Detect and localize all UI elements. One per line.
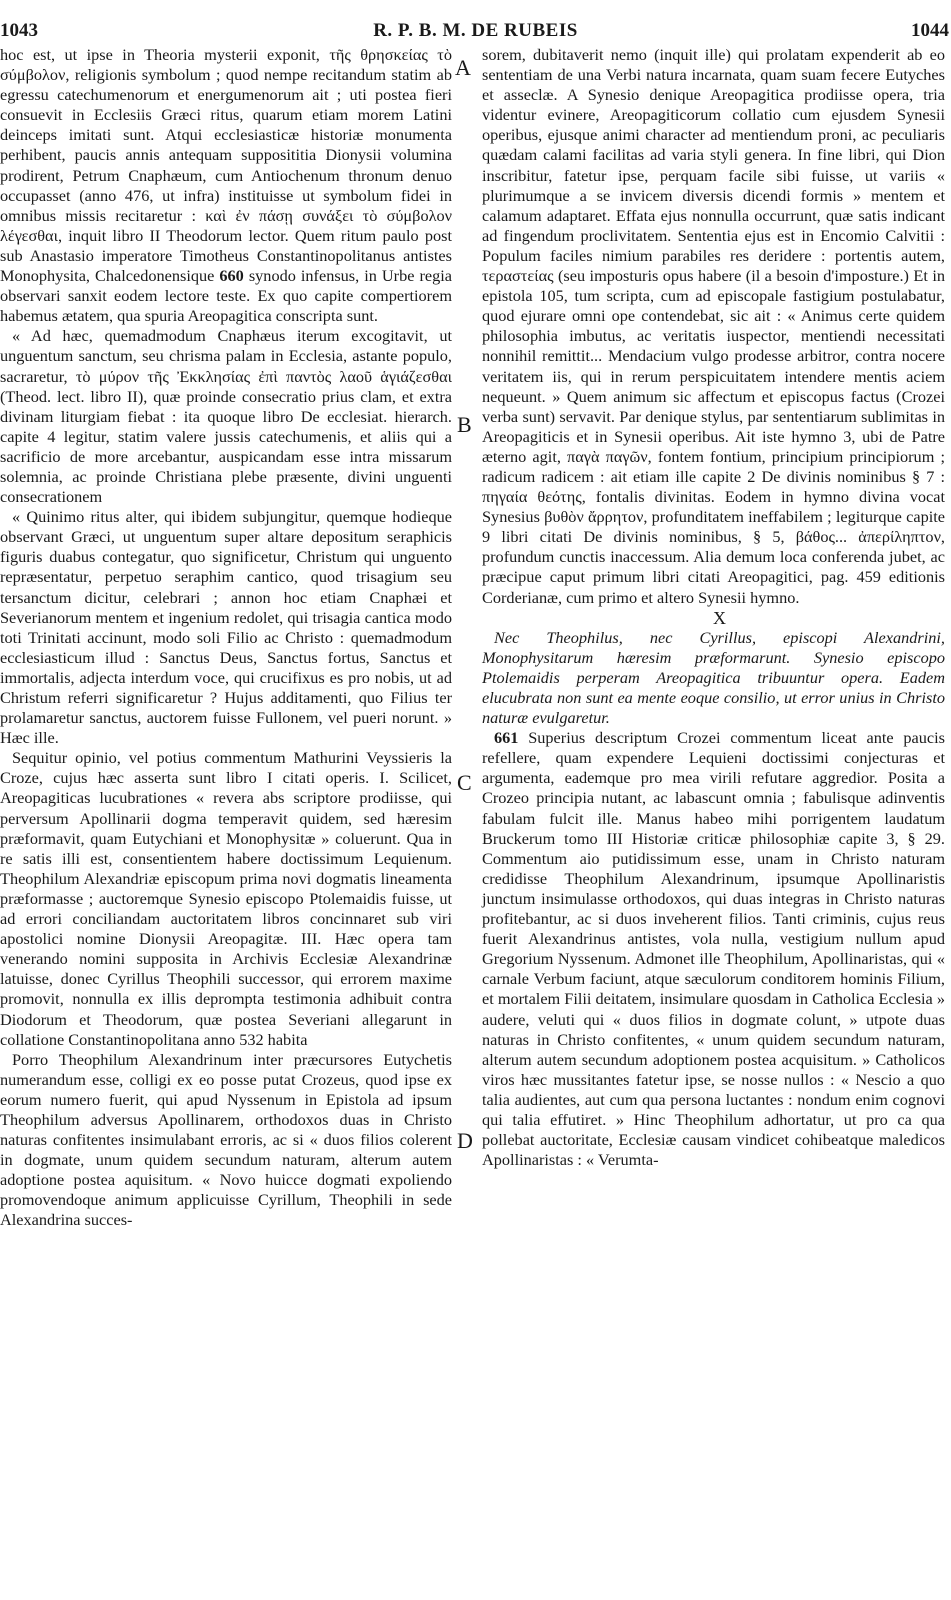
left-paragraph: « Quinimo ritus alter, qui ibidem subjungitur, quemque hodieque observant Græci, ut unguentum super altare depositum seraphicis figuris duabus contegatur, quo significetur, Christum qui unguento repræsentatur, perpetuo seraphim cantico, quod trisagium seu tersanctum dicitur, celebrari ; annon hoc etiam Cnaphæi et Severianorum mentem et ingenium redolet, qui trisagia cantica modo toti Trinitati accinunt, modo soli Filio ac Christo : quemadmodum ecclesiasticum illud : Sanctus Deus, Sanctus fortus, Sanctus et immortalis, adjecta interdum voce, qui crucifixus es pro nobis, ut ad Christum referri significaretur ? Hujus additamenti, quo Filius ter prolamaretur sanctus, auctorem fuisse Fullonem, vel pueri norunt. » Hæc ille. <box>0 507 452 748</box>
left-paragraph: « Ad hæc, quemadmodum Cnaphæus iterum excogitavit, ut unguentum sanctum, seu chrisma palam in Ecclesia, astante populo, sacraretur, τὸ μύρον τῆς Ἐκκλησίας ἐπὶ παντὸς λαοῦ ἁγιάζεσθαι (Theod. lect. libro II), quæ proinde consecratio prius clam, et extra divinam liturgiam fiebat : ita quoque libro De ecclesiat. hierarch. capite 4 legitur, statim valere jussis catechumenis, et aliis qui a sacrificio de more arcebantur, auspicandam esse intra missarum solemnia, ac proinde Christiana plebe præsente, divini unguenti consecrationem <box>0 326 452 507</box>
page-header <box>0 12 951 42</box>
section-number: 661 <box>494 728 519 748</box>
section-number: 660 <box>219 266 244 286</box>
margin-letter-a: A <box>455 55 471 80</box>
right-column <box>482 45 945 1170</box>
margin-letter-d: D <box>457 1128 473 1153</box>
left-paragraph: Sequitur opinio, vel potius commentum Mathurini Veyssieris la Croze, cujus hæc asserta sunt libro I citati operis. I. Scilicet, Areopagiticas lucubrationes « revera abs scriptore prodiisse, qui perversum Apollinarii dogma temperavit quidem, sed hæresim præformavit, quam Eutychiani et Monophysitæ » coluerunt. Qua in re satis illi est, consentientem habere doctissimum Lequienum. Theophilum Alexandriæ episcopum prima novi dogmatis lineamenta præformasse ; auctoremque Synesio episcopo Ptolemaidis fuisse, ut ad errori conciliandam auctoritatem libros concinnaret sub viri apostolici nomine Dionysii Areopagitæ. III. Hæc opera tam venerando nomini supposita in Archivis Ecclesiæ Alexandrinæ latuisse, donec Cyrillus Theophili successor, qui errorem maxime promovit, nonnulla ex illis deprompta testimonia adhibuit contra Diodorum et Theodorum, quæ postea Severiani allegarunt in collatione Constantinopolitana anno 532 habita <box>0 748 452 1049</box>
left-column <box>0 45 452 1231</box>
right-paragraph-text: Superius descriptum Crozei commentum liceat ante paucis refellere, quam expendere Lequieni doctissimi conjecturas et argumenta, eademque pro mea virili refutare aggredior. Posita a Crozeo principia nutant, ac labascunt omnia ; fabulisque adinventis fabulam fulcit ille. Manus habeo mihi porrigentem laudatum Bruckerum tomo III Historiæ criticæ philosophiæ capite 3, § 29. Commentum aio putidissimum esse, unam in Christo naturam credidisse Theophilum Alexandrinum, ipsumque Apollinaristis junctum insimulasse orthodoxos, qui duas integras in Christo naturas profitebantur, ac si duos inveherent filios. Tanti criminis, cujus reus fuerit Alexandrinus antistes, vola nulla, vestigium nullum apud Gregorium Nyssenum. Admonet ille Theophilum, Apollinaristas, qui « carnale Verbum faciunt, atque sæculorum conditorem hominis Filium, et mortalem Filii deitatem, insimulare quosdam in Catholica Ecclesia » audere, veluti qui « duos filios in dogmate colunt, » utpote duas naturas in Christo confitentes, « unum quidem secundum naturam, alterum autem secundum adoptionem postea acquisitum. » Catholicos viros hæc mussitantes fatetur ipse, se nosse nullos : « Nescio a quo talia audientes, aut cum qua persona luctantes : nondum enim cognovi qui talia effutiret. » Hinc Theophilum adhortatur, ut pro ca qua pollebat auctoritate, Ecclesiæ causam vindicet cohibeatque maledicos Apollinaristas : « Verumta- <box>482 728 946 1170</box>
left-paragraph-text-end: synodo infensus, in Urbe regia observari sanxit eodem lectore teste. Ex quo capite compertiorem habemus ætatem, qua spuria Areopagitica conscripta sunt. <box>0 266 452 326</box>
left-paragraph <box>0 45 452 326</box>
right-paragraph <box>482 728 945 1170</box>
left-paragraph-text: hoc est, ut ipse in Theoria mysterii exponit, τῆς θρησκείας τὸ σύμβολον, religionis symbolum ; quod nempe recitandum statim ab egressu catechumenorum et energumenorum ait ; uti postea fieri consuevit in Ecclesiis Græci ritus, quarum etiam morem Latini deinceps imitati sunt. Atqui ecclesiasticæ historiæ monumenta perhibent, paucis annis antequam supposititia Dionysii volumina prodirent, Petrum Cnaphæum, cum Antiochenum thronum denuo occupasset (anno 476, ut infra) instituisse ut symbolum fidei in omnibus missis recitaretur : καὶ ἐν πάσῃ συνάξει τὸ σύμβολον λέγεσθαι, inquit libro II Theodorum lector. Quem ritum paulo post sub Anastasio imperatore Timotheus Constantinopolitanus antistes Monophysita, Chalcedonensique <box>0 45 452 286</box>
page-number-left: 1043 <box>0 20 38 41</box>
section-summary: Nec Theophilus, nec Cyrillus, episcopi Alexandrini, Monophysitarum hæresim præformarunt. Synesio episcopo Ptolemaidis perperam Areopagitica tribuuntur opera. Eadem elucubrata non sunt ea mente eoque consilio, ut error unius in Christo naturæ evulgaretur. <box>482 627 945 728</box>
left-paragraph: Porro Theophilum Alexandrinum inter præcursores Eutychetis numerandum esse, colligi ex eo posse putat Crozeus, quod ipse ex eorum numero fuerit, qui apud Nyssenum in Epistola ad ipsum Theophilum adversus Apollinarem, orthodoxos duas in Christo naturas confitentes insimulabant erroris, ac si « duos filios colerent in dogmate, unum quidem secundum naturam, alterum autem adoptione postea aquisitum. « Novo huicce dogmati expoliendo promovendoque animum applicuisse Cyrillum, Theophili in sede Alexandrina succes- <box>0 1049 452 1230</box>
section-heading: X <box>713 607 726 628</box>
running-title: R. P. B. M. DE RUBEIS <box>373 20 578 41</box>
right-paragraph: sorem, dubitaverit nemo (inquit ille) qui prolatam expenderit ab eo sententiam de una Verbi natura incarnata, quam suam fecere Eutyches et asseclæ. A Synesio denique Areopagitica prodiisse opera, tria videntur evinere, Areopagiticorum collatio cum ejusdem Synesii operibus, ejusque animi character ad mentiendum proni, ac peculiaris quædam calami facilitas ad varia styli genera. In fine libri, qui Dion inscribitur, fatetur ipse, perquam facile sibi fuisse, ut variis « plurimumque a se invicem diversis dicendi formis » mentem et calamum adaptaret. Effata ejus nonnulla occurrunt, quæ satis indicant ad fingendum proclivitatem. Sententia ejus est in Encomio Calvitii : Populum faciles nimium parabiles res deridere : portentis autem, τεραστείας (seu imposturis opus habere (il a besoin d'imposture.) Et in epistola 105, tum scripta, cum ad episcopale fastigium postulabatur, quod ejurare omni ope contendebat, sic ait : « Animus certe quidem philosophia imbutus, ac veritatis iuspector, mentiendi necessitati nonnihil remittit... Mendacium vulgo prodesse arbitror, contra nocere veritatem iis, qui in rerum perspicuitatem intendere mentis aciem nequeunt. » Quem animum sic affectum et episcopus factus (Crozei verba sunt) servavit. Par denique stylus, par sententiarum sublimitas in Areopagiticis et in Synesii operibus. Ait iste hymno 3, ubi de Patre æterno agit, παγὰ παγῶν, fontem fontium, principium principiorum ; radicum radicem : ait etiam ille capite 2 De divinis nominibus § 7 : πηγαία θεότης, fontalis divinitas. Eodem in hymno divina vocat Synesius βυθὸν ἄρρητον, profunditatem ineffabilem ; legiturque capite 9 libri citati De divinis nominibus, § 5, βάθος... ἀπερίληπτον, profundum cunctis inaccessum. Alia demum loca conferenda jubet, ac præcipue caput primum libri citati Areopagitici, pag. 459 editionis Corderianæ, cum primo et altero Synesii hymno. <box>482 45 945 607</box>
margin-letter-b: B <box>457 412 472 437</box>
page-number-right: 1044 <box>911 20 949 41</box>
margin-letter-c: C <box>457 770 472 795</box>
